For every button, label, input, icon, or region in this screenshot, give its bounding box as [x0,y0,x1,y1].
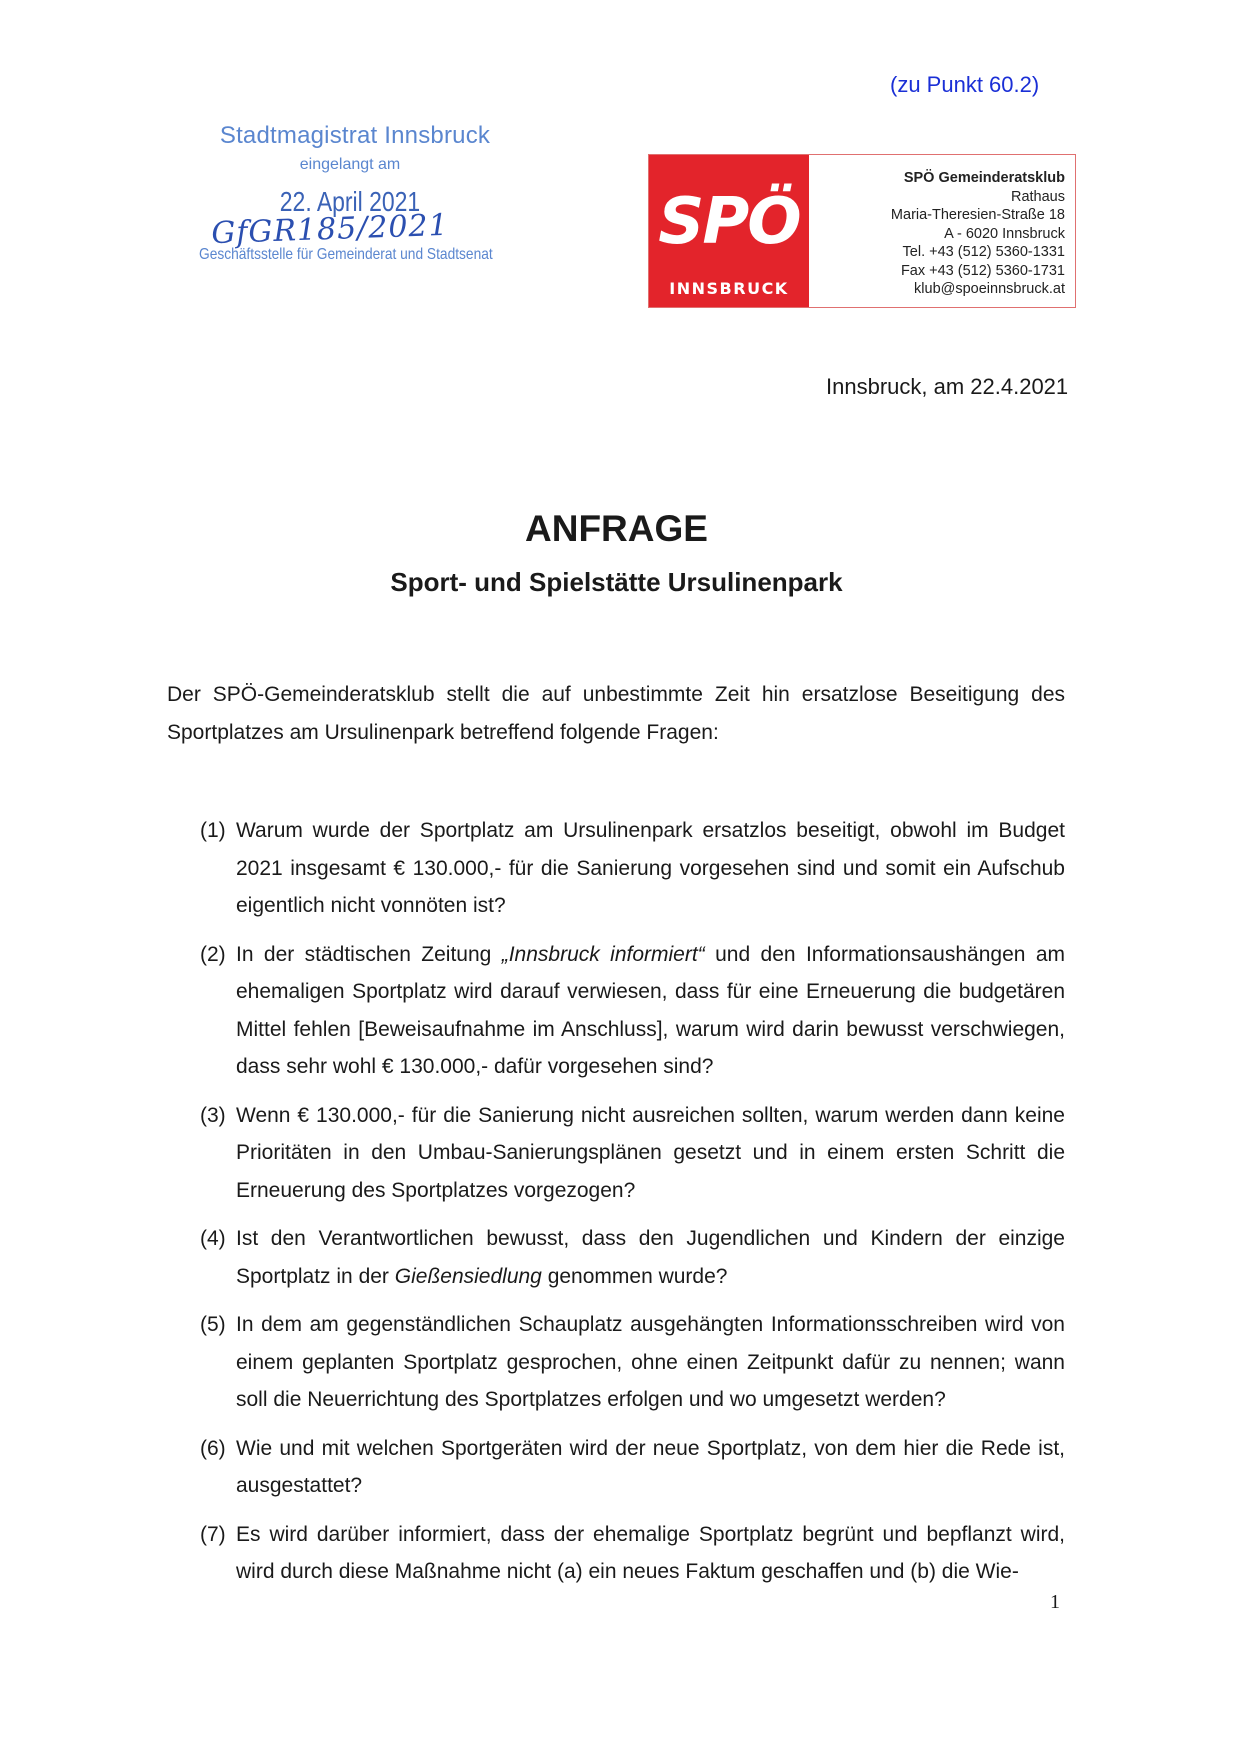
question-text: Wie und mit welchen Sportgeräten wird der neue Sportplatz, von dem hier die Rede ist, ausgestattet? [236,1436,1065,1497]
address-line: SPÖ Gemeinderatsklub [903,170,1065,186]
question-text: Es wird darüber informiert, dass der ehemalige Sportplatz begrünt und bepflanzt wird, wird durch diese Maßnahme nicht (a) ein neues Faktum geschaffen und (b) die Wie- [236,1522,1065,1583]
letterhead [648,154,1076,308]
stamp-office: Geschäftsstelle für Gemeinderat und Stadtsenat [199,246,493,263]
question-number: (6) [200,1436,226,1460]
question-item [200,812,1065,925]
question-text-italic: Gießensiedlung [394,1264,542,1288]
place-date: Innsbruck, am 22.4.2021 [826,374,1069,399]
question-text: genommen wurde? [541,1264,728,1288]
address-line: Maria-Theresien-Straße 18 [890,207,1065,223]
question-number: (4) [200,1227,226,1250]
logo-city: INNSBRUCK [669,279,789,298]
question-item [200,1097,1065,1210]
stamp-organization: Stadtmagistrat Innsbruck [219,122,491,149]
address-line: Rathaus [1010,188,1065,205]
address-email: klub@spoeinnsbruck.at [914,281,1065,297]
intro-paragraph: Der SPÖ-Gemeinderatsklub stellt die auf unbestimmte Zeit hin ersatzlose Beseitigung des Sportplatzes am Ursulinenpark betreffend folgende Fragen: [167,683,1065,744]
stamp-handwritten-reference: GfGR185/2021 [210,207,450,252]
question-number: (7) [200,1522,226,1546]
address-line: A - 6020 Innsbruck [944,225,1065,242]
question-item [200,1430,1065,1505]
question-text: Warum wurde der Sportplatz am Ursulinenpark ersatzlos beseitigt, obwohl im Budget 2021 insgesamt € 130.000,- für die Sanierung vorgesehen sind und somit ein Aufschub eigentlich nicht vonnöten ist? [236,819,1065,917]
address-line: Tel. +43 (512) 5360-1331 [902,244,1065,260]
address-line: Fax +43 (512) 5360-1731 [900,262,1065,279]
question-text: Wenn € 130.000,- für die Sanierung nicht ausreichen sollten, warum werden dann keine Prioritäten in den Umbau-Sanierungsplänen gesetzt und in einem ersten Schritt die Erneuerung des Sportplatzes vorgezogen? [236,1103,1065,1202]
question-list [200,812,1065,1602]
question-number: (2) [200,942,226,966]
question-text: In dem am gegenständlichen Schauplatz ausgehängten Informationsschreiben wird von einem geplanten Sportplatz gesprochen, ohne einen Zeitpunkt dafür zu nennen; wann soll die Neuerrichtung des Sportplatzes erfolgen und wo umgesetzt werden? [236,1313,1065,1411]
sender-address [809,155,1075,307]
question-item [200,1306,1065,1419]
question-item [200,1516,1065,1591]
question-text: und den Informationsaushängen am ehemaligen Sportplatz wird darauf verwiesen, dass für eine Erneuerung die budgetären Mittel fehlen [Beweisaufnahme im Anschluss], warum wird darin bewusst verschwiegen, dass sehr wohl € 130.000,- dafür vorgesehen sind? [236,942,1066,1078]
document-subtitle: Sport- und Spielstätte Ursulinenpark [390,567,843,597]
stamp-received-label: eingelangt am [299,156,401,173]
page-number: 1 [1050,1591,1060,1613]
question-text: Ist den Verantwortlichen bewusst, dass den Jugendlichen und Kindern der einzige Sportplatz in der [236,1227,1065,1288]
document-title: ANFRAGE [525,508,708,549]
receipt-stamp [199,120,515,270]
question-number: (3) [200,1103,226,1127]
question-item [200,936,1065,1086]
spoe-logo [649,155,809,307]
agenda-reference: (zu Punkt 60.2) [890,72,1040,97]
stamp-received-date: 22. April 2021 [279,186,421,217]
question-item [200,1220,1065,1295]
question-text-italic: „Innsbruck informiert“ [501,942,705,966]
question-text: In der städtischen Zeitung [236,942,502,966]
question-number: (1) [200,819,226,842]
logo-text: SPÖ [658,185,800,259]
question-number: (5) [200,1313,226,1336]
